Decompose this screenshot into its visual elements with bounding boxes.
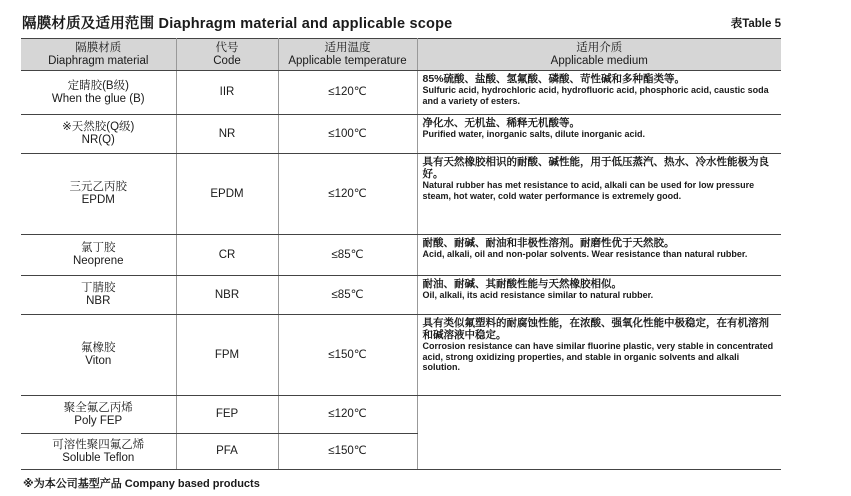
temperature-cell: ≤120℃ (278, 71, 417, 115)
column-header-medium (417, 39, 781, 71)
medium-cell (417, 71, 781, 115)
medium-cell (417, 315, 781, 396)
table-row (21, 276, 781, 315)
material-name-zh: ※天然胶(Q级) (62, 121, 135, 133)
medium-text-zh: 净化水、无机盐、稀释无机酸等。 (422, 117, 580, 129)
code-cell: NR (176, 115, 278, 154)
material-cell (21, 434, 176, 470)
material-name-en: NBR (86, 295, 111, 307)
code-cell: CR (176, 235, 278, 276)
code-cell: EPDM (176, 154, 278, 235)
code-cell: PFA (176, 434, 278, 470)
medium-text-en: Natural rubber has met resistance to acid, alkali can be used for low pressure steam, hot water, cold water performance is extremely good. (422, 180, 755, 201)
column-header-zh: 适用介质 (576, 41, 623, 54)
column-header-material (21, 39, 176, 71)
material-cell (21, 235, 176, 276)
material-name-en: Neoprene (72, 255, 124, 267)
code-cell: IIR (176, 71, 278, 115)
column-header-zh: 代号 (215, 41, 239, 54)
material-name-zh: 丁腈胶 (81, 282, 116, 294)
material-cell (21, 115, 176, 154)
temperature-cell: ≤150℃ (278, 315, 417, 396)
column-header-en: Applicable medium (550, 54, 648, 67)
column-header-en: Applicable temperature (288, 54, 407, 67)
material-cell (21, 71, 176, 115)
code-cell: FPM (176, 315, 278, 396)
medium-text-en: Oil, alkali, its acid resistance similar to natural rubber. (422, 290, 654, 300)
medium-cell (417, 235, 781, 276)
temperature-cell: ≤120℃ (278, 396, 417, 434)
table-number: 表Table 5 (730, 18, 781, 30)
material-name-zh: 三元乙丙胶 (69, 181, 127, 193)
material-name-zh: 氟橡胶 (81, 342, 116, 354)
medium-cell (417, 154, 781, 235)
material-name-zh: 可溶性聚四氟乙烯 (52, 438, 145, 451)
column-header-temperature (278, 39, 417, 71)
material-name-zh: 聚全氟乙丙烯 (63, 401, 133, 414)
table-row (21, 315, 781, 396)
temperature-cell: ≤85℃ (278, 276, 417, 315)
material-cell (21, 154, 176, 235)
medium-text-zh: 耐酸、耐碱、耐油和非极性溶剂。耐磨性优于天然胶。 (422, 237, 675, 249)
material-name-en: When the glue (B) (51, 92, 145, 105)
diaphragm-material-table (21, 38, 781, 470)
temperature-cell: ≤85℃ (278, 235, 417, 276)
footnote: ※为本公司基型产品 Company based products (23, 478, 260, 490)
table-row (21, 115, 781, 154)
temperature-cell: ≤120℃ (278, 154, 417, 235)
medium-text-zh: 耐油、耐碱、其耐酸性能与天然橡胶相似。 (422, 278, 622, 290)
temperature-cell: ≤150℃ (278, 434, 417, 470)
code-cell: FEP (176, 396, 278, 434)
medium-text-zh: 具有天然橡胶相识的耐酸、碱性能，用于低压蒸汽、热水、冷水性能极为良好。 (422, 156, 769, 180)
medium-text-zh: 85%硫酸、盐酸、氢氟酸、磷酸、苛性碱和多种酯类等。 (422, 73, 686, 85)
medium-text-en: Sulfuric acid, hydrochloric acid, hydrofluoric acid, phosphoric acid, caustic soda and a variety of esters. (422, 85, 769, 106)
table-header-row (21, 39, 781, 71)
table-row (21, 154, 781, 235)
table-title: 隔膜材质及适用范围 Diaphragm material and applicable scope (22, 16, 453, 32)
material-name-en: Soluble Teflon (62, 451, 135, 464)
table-row (21, 396, 781, 434)
medium-text-zh: 具有类似氟塑料的耐腐蚀性能，在浓酸、强氧化性能中极稳定，在有机溶剂和碱溶液中稳定。 (422, 317, 769, 341)
code-cell: NBR (176, 276, 278, 315)
medium-cell-empty (417, 396, 781, 470)
temperature-cell: ≤100℃ (278, 115, 417, 154)
table-row (21, 235, 781, 276)
medium-text-en: Purified water, inorganic salts, dilute inorganic acid. (422, 129, 646, 139)
medium-text-en: Acid, alkali, oil and non-polar solvents. Wear resistance than natural rubber. (422, 249, 748, 259)
column-header-zh: 隔膜材质 (75, 41, 122, 54)
medium-cell (417, 276, 781, 315)
column-header-code (176, 39, 278, 71)
column-header-en: Diaphragm material (48, 54, 149, 67)
table-row (21, 71, 781, 115)
column-header-zh: 适用温度 (324, 41, 371, 54)
material-name-en: NR(Q) (81, 134, 115, 146)
medium-text-en: Corrosion resistance can have similar fluorine plastic, very stable in concentrated acid, strong oxidizing properties, and stable in organic solvents and alkali solution. (422, 341, 774, 372)
material-name-zh: 定睛胶(B级) (67, 79, 129, 92)
material-name-zh: 氯丁胶 (81, 242, 116, 254)
material-cell (21, 276, 176, 315)
material-name-en: Poly FEP (74, 414, 123, 427)
material-name-en: EPDM (81, 194, 115, 206)
medium-cell (417, 115, 781, 154)
material-name-en: Viton (85, 355, 112, 367)
material-cell (21, 396, 176, 434)
material-cell (21, 315, 176, 396)
column-header-en: Code (213, 54, 241, 67)
